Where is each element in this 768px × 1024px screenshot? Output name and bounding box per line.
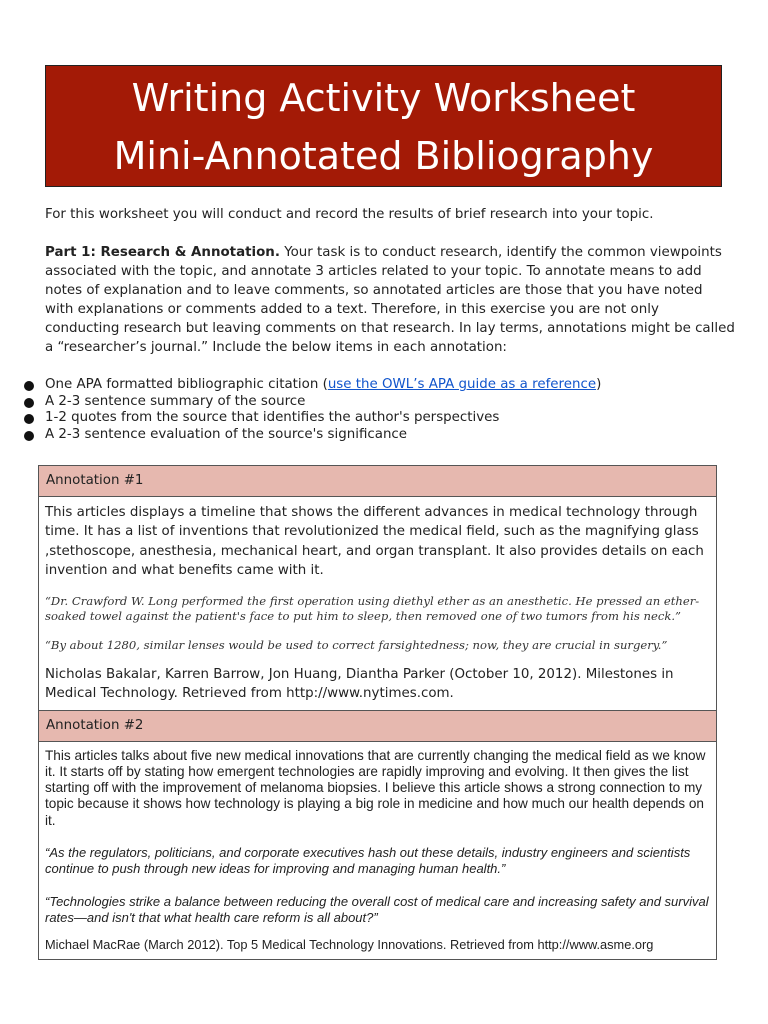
list-item: A 2-3 sentence evaluation of the source's significance <box>22 427 742 444</box>
intro-paragraph: For this worksheet you will conduct and record the results of brief research into your topic. <box>45 207 654 222</box>
annotation-1-quote-2: “By about 1280, similar lenses would be used to correct farsightedness; now, they are crucial in surgery.” <box>45 638 668 653</box>
list-item: 1-2 quotes from the source that identifies the author's perspectives <box>22 410 742 427</box>
annotation-1-summary: This articles displays a timeline that shows the different advances in medical technology through time. It has a list of inventions that revolutionized the medical field, such as the magnifying glass ,stethoscope, anesthesia, mechanical heart, and organ transplant. It also provides details on each invention and what benefits came with it. <box>45 505 704 578</box>
annotation-1-citation: Nicholas Bakalar, Karren Barrow, Jon Huang, Diantha Parker (October 10, 2012). Milestones in Medical Technology. Retrieved from http://www.nytimes.com. <box>45 667 674 702</box>
annotation-1-quote-1: “Dr. Crawford W. Long performed the first operation using diethyl ether as an anesthetic. He pressed an ether-soaked towel against the patient's face to put him to sleep, then removed one of two tumors from his neck.” <box>45 594 700 624</box>
annotation-2-body <box>39 742 716 959</box>
bullet-icon <box>24 398 34 408</box>
owl-apa-guide-link[interactable]: use the OWL’s APA guide as a reference <box>327 377 597 392</box>
annotation-2-citation: Michael MacRae (March 2012). Top 5 Medical Technology Innovations. Retrieved from http://www.asme.org <box>45 936 654 952</box>
annotation-2-quote-1: “As the regulators, politicians, and corporate executives hash out these details, industry engineers and scientists continue to push through new ideas for improving and managing human health.” <box>45 844 691 877</box>
part1-text: Your task is to conduct research, identify the common viewpoints associated with the topic, and annotate 3 articles related to your topic. To annotate means to add notes of explanation and to leave comments, so annotated articles are those that you have noted with explanations or comments added to a text. Therefore, in this exercise you are not only conducting research but leaving comments on that research. In lay terms, annotations might be called a “researcher’s journal.” Include the below items in each annotation: <box>45 245 735 355</box>
page-subtitle: Mini-Annotated Bibliography <box>113 134 654 178</box>
list-item: One APA formatted bibliographic citation (use the OWL’s APA guide as a reference) <box>22 377 742 394</box>
annotation-2-quote-2: “Technologies strike a balance between reducing the overall cost of medical care and increasing safety and survival rates—and isn't that what health care reform is all about?” <box>45 893 709 926</box>
page-title: Writing Activity Worksheet <box>131 76 636 120</box>
bullet-icon <box>24 414 34 424</box>
bullet-icon <box>24 431 34 441</box>
annotation-table <box>38 465 717 960</box>
annotation-1-header: Annotation #1 <box>39 466 716 497</box>
bullet-icon <box>24 381 34 391</box>
annotation-2-summary: This articles talks about five new medical innovations that are currently changing the medical field as we know it. It starts off by stating how emergent technologies are rapidly improving and evolving. It then gives the list starting off with the improvement of melanoma biopsies. I believe this article shows a strong connection to my topic because it shows how technology is playing a big role in medicine and how much our health depends on it. <box>45 747 706 828</box>
title-banner <box>45 65 722 187</box>
part1-heading: Part 1: Research & Annotation. <box>45 245 280 260</box>
requirements-list <box>22 377 742 443</box>
list-item: A 2-3 sentence summary of the source <box>22 394 742 411</box>
annotation-2-header: Annotation #2 <box>39 711 716 742</box>
part1-paragraph <box>45 243 735 357</box>
annotation-1-body <box>39 497 716 711</box>
